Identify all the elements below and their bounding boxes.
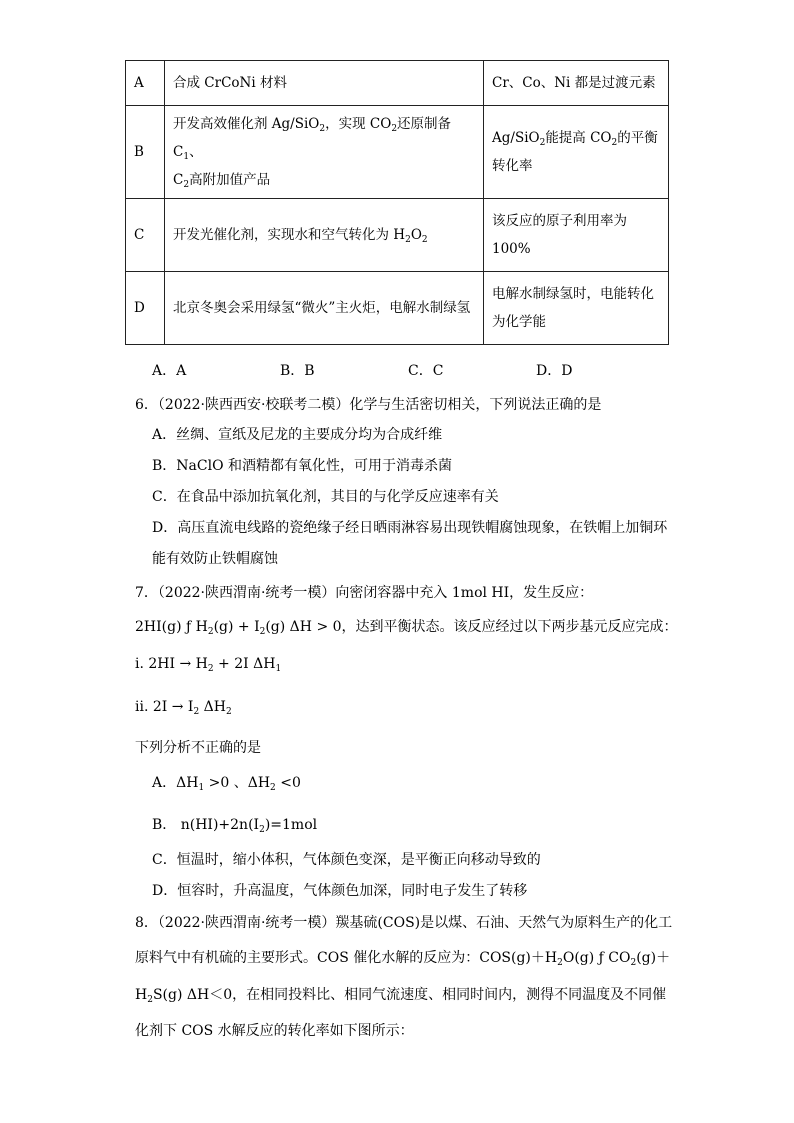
- option-c[interactable]: C．C: [408, 363, 444, 379]
- q6-option-c[interactable]: C．在食品中添加抗氧化剂，其目的与化学反应速率有关: [152, 489, 499, 505]
- q8-line-2: 原料气中有机硫的主要形式。COS 催化水解的反应为：$COS(g)+H_2O(g)$ ƒ $CO_2(g)+$: [135, 950, 671, 968]
- option-d[interactable]: D．D: [536, 363, 573, 379]
- row-content: 北京冬奥会采用绿氢“微火”主火炬，电解水制绿氢: [165, 272, 484, 345]
- row-explanation: Cr、Co、Ni 都是过渡元素: [484, 61, 669, 106]
- q7-option-b[interactable]: B． $n(HI)+2n(I_2)=1mol$: [152, 817, 318, 835]
- q5-options: [152, 360, 664, 380]
- row-content: 开发光催化剂，实现水和空气转化为 $H_2O_2$: [165, 199, 484, 272]
- row-explanation: Ag/SiO$_2$能提高 $CO_2$的平衡 转化率: [484, 106, 669, 199]
- q6-option-d[interactable]: D．高压直流电线路的瓷绝缘子经日晒雨淋容易出现铁帽腐蚀现象，在铁帽上加铜环: [152, 520, 668, 536]
- row-label: D: [126, 272, 165, 345]
- q7-option-c[interactable]: C．恒温时，缩小体积，气体颜色变深，是平衡正向移动导致的: [152, 852, 541, 868]
- q8-line-1: 8．（2022·陕西渭南·统考一模）羰基硫(COS)是以煤、石油、天然气为原料生产的化工: [135, 915, 673, 931]
- q7-option-d[interactable]: D．恒容时，升高温度，气体颜色加深，同时电子发生了转移: [152, 883, 528, 899]
- options-table: [125, 60, 669, 345]
- q8-line-3: $H_2S(g)$ ΔH＜0，在相同投料比、相同气流速度、相同时间内，测得不同温度及不同催: [135, 987, 667, 1005]
- q7-ask: 下列分析不正确的是: [135, 740, 261, 756]
- table-row: [126, 199, 669, 272]
- row-explanation: 该反应的原子利用率为 100%: [484, 199, 669, 272]
- option-a[interactable]: A．A: [152, 363, 187, 379]
- row-content: 合成 CrCoNi 材料: [165, 61, 484, 106]
- row-explanation: 电解水制绿氢时，电能转化 为化学能: [484, 272, 669, 345]
- row-content: 开发高效催化剂 Ag/SiO$_2$，实现 $CO_2$还原制备 $C_1$、 $C_2$高附加值产品: [165, 106, 484, 199]
- q7-step-1: i. $2HI \to H_2 + 2I$ $\Delta H_1$: [135, 656, 282, 674]
- q6-option-b[interactable]: B．NaClO 和酒精都有氧化性，可用于消毒杀菌: [152, 458, 453, 474]
- table-row: [126, 272, 669, 345]
- q6-stem: 6．（2022·陕西西安·校联考二模）化学与生活密切相关，下列说法正确的是: [135, 397, 602, 413]
- option-b[interactable]: B．B: [280, 363, 315, 379]
- row-label: B: [126, 106, 165, 199]
- q7-stem: 7．（2022·陕西渭南·统考一模）向密闭容器中充入 1mol HI，发生反应：: [135, 585, 594, 601]
- row-label: A: [126, 61, 165, 106]
- row-label: C: [126, 199, 165, 272]
- q8-line-4: 化剂下 COS 水解反应的转化率如下图所示：: [135, 1023, 414, 1039]
- q6-option-d-cont: 能有效防止铁帽腐蚀: [152, 551, 278, 567]
- q7-equation: 2HI(g) ƒ $H_2(g) + I_2(g) \Delta H > 0$，达到平衡状态。该反应经过以下两步基元反应完成：: [135, 619, 678, 637]
- table-row: [126, 106, 669, 199]
- q6-option-a[interactable]: A．丝绸、宣纸及尼龙的主要成分均为合成纤维: [152, 427, 443, 443]
- q7-option-a[interactable]: A．$\Delta H_1 >0$ 、$\Delta H_2 <0$: [152, 775, 301, 793]
- table-row: [126, 61, 669, 106]
- q7-step-2: ii. $2I \to I_2$ $\Delta H_2$: [135, 699, 232, 717]
